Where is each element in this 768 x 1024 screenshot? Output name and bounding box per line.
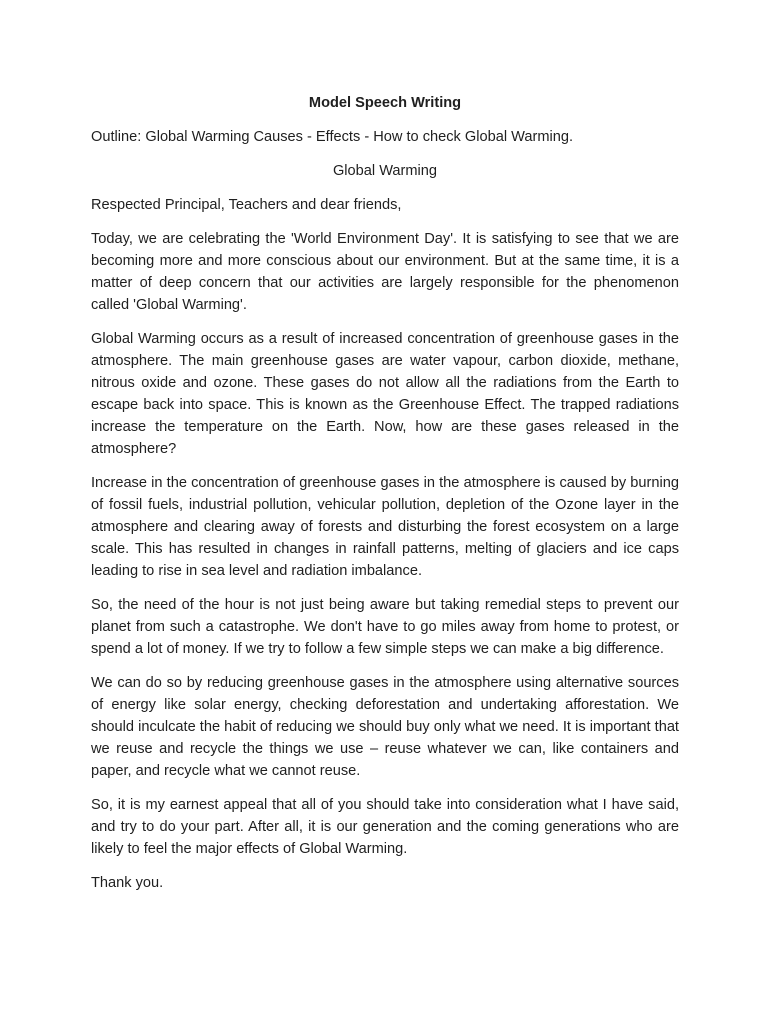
- paragraph-4: So, the need of the hour is not just being aware but taking remedial steps to prevent our planet from such a catastrophe. We don't have to go miles away from home to protest, or spend a lot of money. If we try to follow a few simple steps we can make a big difference.: [91, 597, 679, 657]
- salutation: Respected Principal, Teachers and dear friends,: [91, 197, 402, 213]
- document-page: [91, 92, 679, 894]
- closing-line: Thank you.: [91, 875, 164, 891]
- paragraph-5: We can do so by reducing greenhouse gases in the atmosphere using alternative sources of energy like solar energy, checking deforestation and undertaking afforestation. We should inculcate the habit of reducing we should buy only what we need. It is important that we reuse and recycle the things we use – reuse whatever we can, like containers and paper, and recycle what we cannot reuse.: [91, 675, 679, 779]
- outline-line: Outline: Global Warming Causes - Effects - How to check Global Warming.: [91, 129, 574, 145]
- paragraph-2: Global Warming occurs as a result of increased concentration of greenhouse gases in the atmosphere. The main greenhouse gases are water vapour, carbon dioxide, methane, nitrous oxide and ozone. These gases do not allow all the radiations from the Earth to escape back into space. This is known as the Greenhouse Effect. The trapped radiations increase the temperature on the Earth. Now, how are these gases released in the atmosphere?: [91, 331, 679, 457]
- speech-title: Global Warming: [332, 163, 438, 179]
- document-title: Model Speech Writing: [308, 95, 462, 111]
- paragraph-3: Increase in the concentration of greenhouse gases in the atmosphere is caused by burning of fossil fuels, industrial pollution, vehicular pollution, depletion of the Ozone layer in the atmosphere and clearing away of forests and disturbing the forest ecosystem on a large scale. This has resulted in changes in rainfall patterns, melting of glaciers and ice caps leading to rise in sea level and radiation imbalance.: [91, 475, 679, 579]
- paragraph-1: Today, we are celebrating the 'World Environment Day'. It is satisfying to see that we are becoming more and more conscious about our environment. But at the same time, it is a matter of deep concern that our activities are largely responsible for the phenomenon called 'Global Warming'.: [91, 231, 679, 313]
- paragraph-6: So, it is my earnest appeal that all of you should take into consideration what I have said, and try to do your part. After all, it is our generation and the coming generations who are likely to feel the major effects of Global Warming.: [91, 797, 679, 857]
